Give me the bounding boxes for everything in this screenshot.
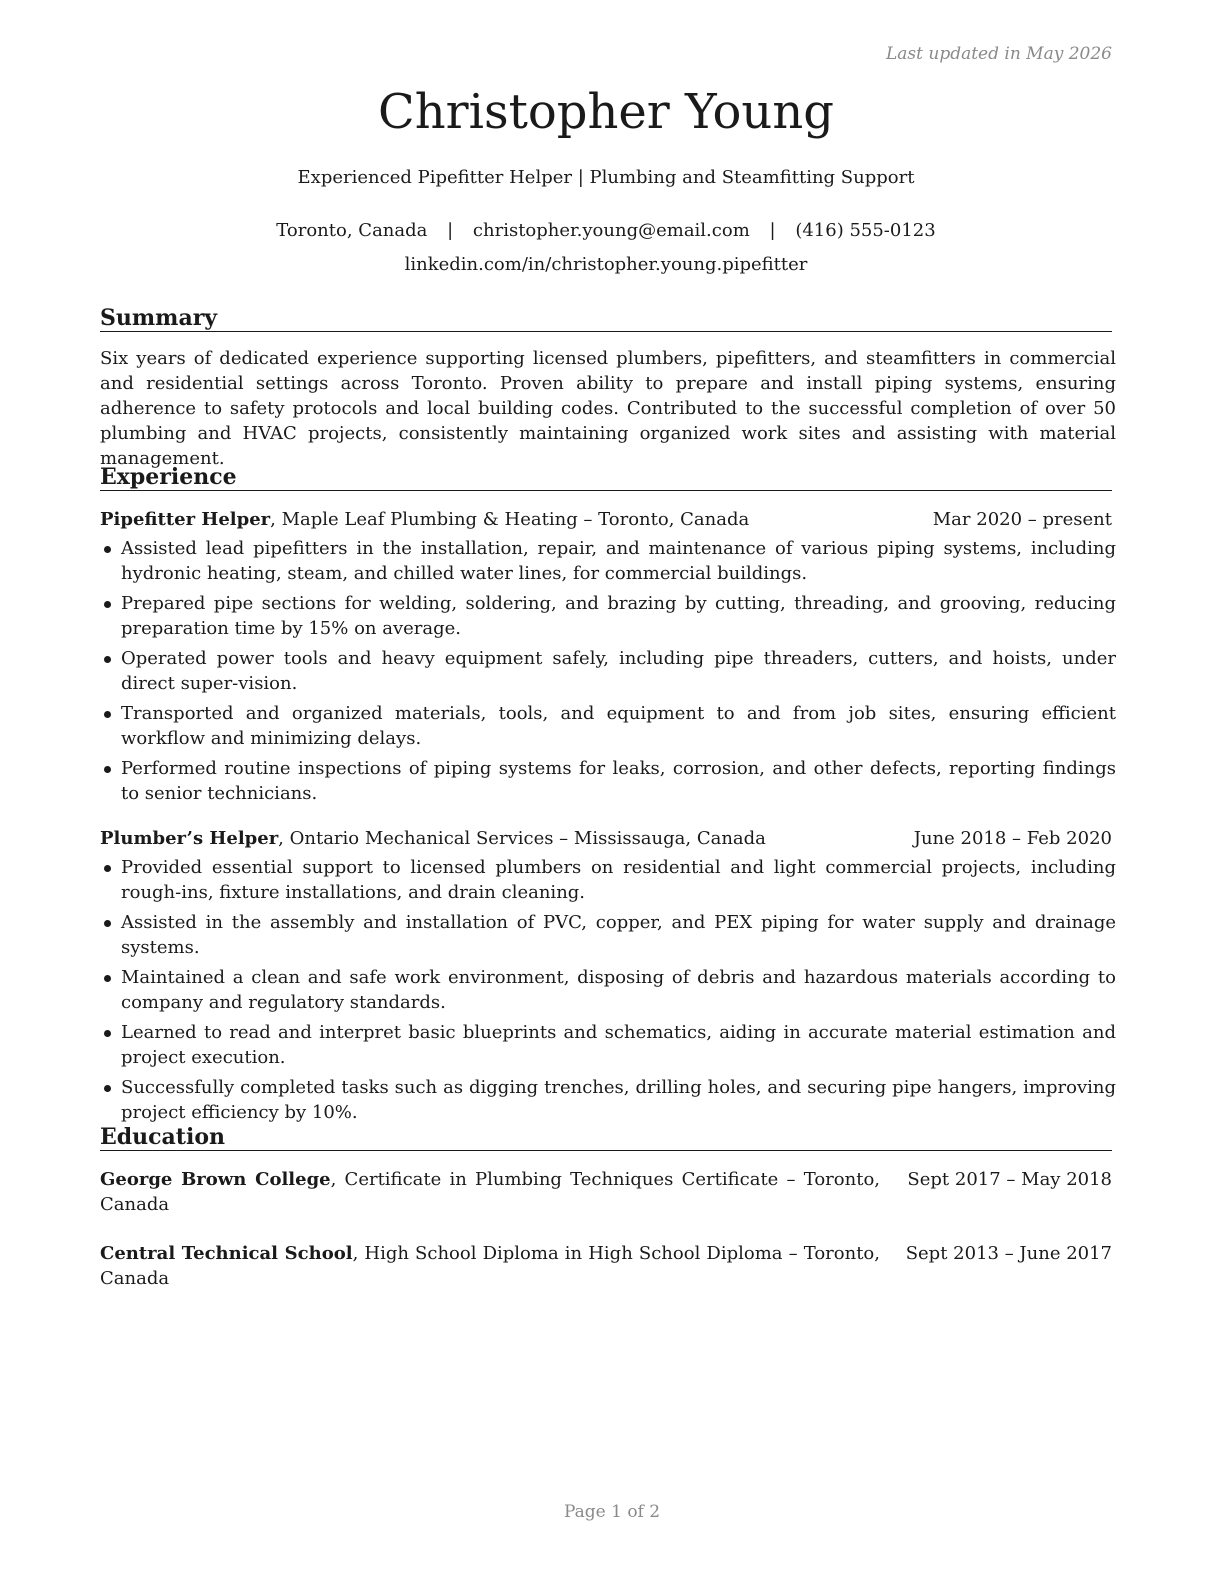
- degree: , High School Diploma in High School Diploma – Toronto, Canada: [100, 1243, 880, 1289]
- email-link[interactable]: christopher.young@email.com: [472, 220, 750, 241]
- education-dates: Sept 2013 – June 2017: [905, 1243, 1112, 1264]
- section-title: Experience: [100, 464, 1112, 491]
- section-title: Summary: [100, 305, 1112, 332]
- bullet-item: Assisted lead pipefitters in the installation, repair, and maintenance of various piping systems, including hydronic heating, steam, and chilled water lines, for commercial buildings.: [100, 536, 1116, 586]
- bullet-item: Assisted in the assembly and installation of PVC, copper, and PEX piping for water supply and drainage systems.: [100, 910, 1116, 960]
- candidate-name: Christopher Young: [378, 84, 834, 140]
- job-entry: [100, 826, 1116, 1125]
- bullet-item: Maintained a clean and safe work environment, disposing of debris and hazardous materials according to company and regulatory standards.: [100, 965, 1116, 1015]
- bullet-item: Learned to read and interpret basic blueprints and schematics, aiding in accurate material estimation and project execution.: [100, 1020, 1116, 1070]
- contact-line: [100, 220, 1112, 241]
- job-org: , Ontario Mechanical Services – Mississauga, Canada: [278, 828, 766, 849]
- job-entry: [100, 507, 1116, 806]
- bullet-item: Successfully completed tasks such as digging trenches, drilling holes, and securing pipe hangers, improving project efficiency by 10%.: [100, 1075, 1116, 1125]
- education-detail: [100, 1167, 880, 1217]
- job-header: [100, 826, 1112, 851]
- degree: , Certificate in Plumbing Techniques Certificate – Toronto, Canada: [100, 1169, 880, 1215]
- job-dates: Mar 2020 – present: [932, 509, 1112, 530]
- job-bullets: [100, 855, 1116, 1125]
- experience-section: [100, 464, 1116, 1130]
- job-org: , Maple Leaf Plumbing & Heating – Toronto, Canada: [270, 509, 750, 530]
- last-updated: Last updated in May 2026: [885, 44, 1112, 64]
- location: Toronto, Canada: [276, 220, 428, 241]
- job-bullets: [100, 536, 1116, 806]
- job-title-line: [100, 507, 749, 532]
- section-title: Education: [100, 1124, 1112, 1151]
- job-dates: June 2018 – Feb 2020: [913, 828, 1112, 849]
- education-detail: [100, 1241, 880, 1291]
- job-title-line: [100, 826, 766, 851]
- job-role: Pipefitter Helper: [100, 509, 271, 530]
- school-name: George Brown College: [100, 1169, 331, 1190]
- separator: |: [447, 220, 454, 241]
- headline: Experienced Pipefitter Helper | Plumbing and Steamfitting Support: [297, 167, 915, 188]
- separator: |: [769, 220, 776, 241]
- phone-number[interactable]: (416) 555-0123: [795, 220, 936, 241]
- bullet-item: Performed routine inspections of piping systems for leaks, corrosion, and other defects, reporting findings to senior technicians.: [100, 756, 1116, 806]
- education-entry: [100, 1241, 1112, 1291]
- bullet-item: Provided essential support to licensed plumbers on residential and light commercial projects, including rough-ins, fixture installations, and drain cleaning.: [100, 855, 1116, 905]
- education-dates: Sept 2017 – May 2018: [907, 1169, 1112, 1190]
- linkedin-link[interactable]: linkedin.com/in/christopher.young.pipefitter: [404, 254, 808, 275]
- page-number: Page 1 of 2: [563, 1502, 661, 1522]
- bullet-item: Operated power tools and heavy equipment safely, including pipe threaders, cutters, and hoists, under direct super-vision.: [100, 646, 1116, 696]
- summary-section: [100, 305, 1116, 471]
- education-section: [100, 1124, 1112, 1291]
- summary-text: Six years of dedicated experience supporting licensed plumbers, pipefitters, and steamfitters in commercial and residential settings across Toronto. Proven ability to prepare and install piping systems, ensuring adherence to safety protocols and local building codes. Contributed to the successful completion of over 50 plumbing and HVAC projects, consistently maintaining organized work sites and assisting with material management.: [100, 348, 1116, 469]
- school-name: Central Technical School: [100, 1243, 353, 1264]
- bullet-item: Transported and organized materials, tools, and equipment to and from job sites, ensuring efficient workflow and minimizing delays.: [100, 701, 1116, 751]
- job-header: [100, 507, 1112, 532]
- bullet-item: Prepared pipe sections for welding, soldering, and brazing by cutting, threading, and grooving, reducing preparation time by 15% on average.: [100, 591, 1116, 641]
- education-entry: [100, 1167, 1112, 1217]
- job-role: Plumber’s Helper: [100, 828, 279, 849]
